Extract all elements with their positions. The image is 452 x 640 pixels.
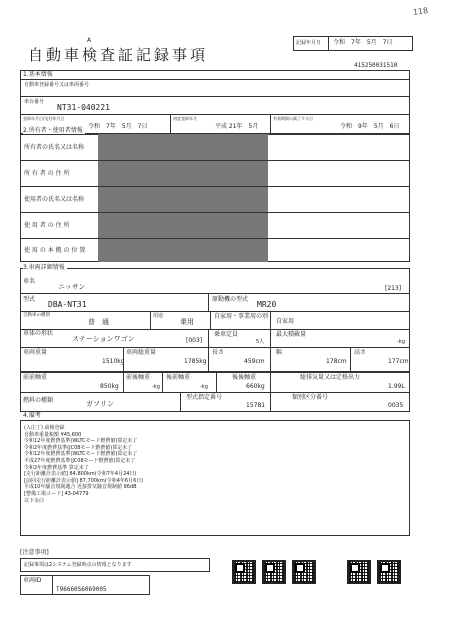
maker-code: [213] [385, 285, 402, 292]
use-value: 乗用 [180, 318, 194, 326]
qr-code-3 [292, 560, 316, 584]
user-name-label: 使用者の氏名又は名称 [24, 196, 85, 203]
corner-mark: 118 [412, 5, 429, 18]
remark-line: 以下余白 [24, 497, 45, 504]
model-value: DBA-NT31 [48, 300, 87, 309]
top-mark: A [87, 37, 92, 44]
length-label: 長さ [212, 349, 225, 356]
fuel-value: ガソリン [86, 400, 114, 408]
remark-line: 平成27年度燃費基準(JC08モード燃費値)算定未了 [24, 457, 136, 464]
shape-value: ステーションワゴン [72, 335, 135, 343]
private-label: 自家用・事業用の別 [214, 313, 269, 320]
maker-label: 車名 [23, 278, 36, 285]
sec1-header: 1.基本情報 [23, 71, 53, 78]
record-date-label: 記録年月日 [296, 40, 322, 46]
qr-code-5 [377, 560, 401, 584]
chassis-label: 車台番号 [24, 99, 45, 105]
displacement-label: 総排気量又は定格出力 [300, 374, 361, 381]
sec2-header: 2.所有者・使用者情報 [23, 127, 83, 134]
height-label: 高さ [354, 349, 367, 356]
height-value: 177cm [388, 358, 409, 365]
vehicle-id-value: T96660S6069005 [56, 586, 107, 593]
sec3-header: 3.車両詳細情報 [23, 264, 65, 271]
fuel-label: 燃料の種類 [23, 397, 54, 404]
max-load-value: -kg [397, 339, 405, 345]
reg-number-label: 自動車登録番号又は車両番号 [24, 82, 90, 88]
gross-value: 1785kg [184, 358, 207, 365]
ff-label: 前前軸重 [23, 374, 48, 381]
remark-line: [走行距離計表示値] 84,800km(令和7年4月24日) [24, 471, 137, 478]
designation-label: 型式指定番号 [186, 394, 223, 401]
width-label: 幅 [276, 349, 283, 356]
displacement-value: 1.99L [388, 383, 405, 390]
remark-line: 平成10年騒音規制適合 近接排気騒音規制値 96dB [24, 484, 137, 491]
ff-value: 850kg [100, 383, 119, 390]
notice-header: [注意事項] [20, 549, 49, 556]
category-value: 0035 [388, 402, 404, 409]
first-reg-value: 平成 21年 5月 [215, 123, 259, 130]
category-label: 類別区分番号 [292, 394, 329, 401]
max-load-label: 最大積載量 [276, 331, 307, 338]
remark-line: 令和12年度燃費基準(WLTCモード燃費値)算定未了 [24, 451, 138, 458]
first-reg-label: 初度登録年月 [173, 116, 197, 121]
qr-code-2 [262, 560, 286, 584]
weight-value: 1510kg [102, 358, 125, 365]
remarks-list [24, 424, 324, 503]
owner-address-label: 所 有 者 の 住 所 [24, 170, 70, 177]
owner-name-label: 所有者の氏名又は名称 [24, 144, 85, 151]
shape-label: 車体の形状 [23, 330, 54, 337]
redacted-block [98, 134, 268, 262]
weight-label: 車両重量 [23, 349, 48, 356]
designation-value: 15781 [246, 402, 266, 409]
rf-value: -kg [200, 384, 208, 390]
private-value: 自家用 [276, 318, 295, 325]
rr-value: 660kg [246, 383, 265, 390]
page-title: 自動車検査証記録事項 [28, 46, 209, 64]
remark-line: (入庄丁) 前検登録 [24, 425, 65, 431]
vehicle-id-label: 車両ID [23, 577, 42, 584]
qr-code-4 [347, 560, 371, 584]
length-value: 459cm [244, 358, 265, 365]
expiry-label: 有効期間の満了する日 [273, 116, 313, 121]
remark-line: 令和2年度燃費基準(JC08モード燃費値)算定未了 [24, 444, 133, 451]
model-label: 型式 [23, 296, 36, 303]
fr-value: -kg [152, 384, 160, 390]
doc-number: 415250031510 [354, 62, 398, 69]
expiry-value: 令和 9年 5月 6日 [340, 123, 400, 130]
type-label: 自動車の種別 [23, 313, 50, 318]
chassis-value: NT31-040221 [57, 103, 110, 112]
type-value: 普 通 [88, 318, 109, 326]
remark-line: 令和2年度燃費基準 算定未了 [24, 464, 89, 471]
engine-label: 原動機の型式 [212, 296, 249, 303]
notice-text: 記録事項は2システム登録時点の情報となります [24, 562, 132, 568]
user-address-label: 使 用 者 の 住 所 [24, 222, 70, 229]
shape-code: [003] [186, 337, 203, 344]
remark-line: 自動車重量税額 ¥45,600 [24, 431, 82, 438]
rf-label: 後前軸重 [166, 374, 191, 381]
maker-value: ニッサン [58, 283, 86, 291]
capacity-label: 乗車定員 [214, 331, 239, 338]
remark-line: [整備工場コード] 43-04779 [24, 490, 89, 497]
fr-label: 前後軸重 [126, 374, 151, 381]
capacity-value: 5人 [256, 339, 265, 345]
reg-date-label: 登録年月日/交付年月日 [23, 116, 65, 121]
remark-line: [前回走行距離計表示値] 87,700km(令和4年6月6日) [24, 477, 144, 484]
qr-code-1 [232, 560, 256, 584]
record-date-value: 令和 7年 5月 7日 [333, 39, 393, 46]
base-location-label: 使 用 の 本 拠 の 位 置 [24, 247, 86, 254]
gross-label: 車両総重量 [126, 349, 157, 356]
width-value: 178cm [326, 358, 347, 365]
reg-date-value: 令和 7年 5月 7日 [88, 123, 148, 130]
use-label: 用途 [153, 313, 164, 319]
sec4-header: 4.備考 [23, 412, 41, 419]
remark-line: 令和12年度燃費基準(WLTCモード燃費値)算定未了 [24, 438, 138, 445]
rr-label: 後後軸重 [232, 374, 257, 381]
engine-value: MR20 [257, 300, 277, 309]
